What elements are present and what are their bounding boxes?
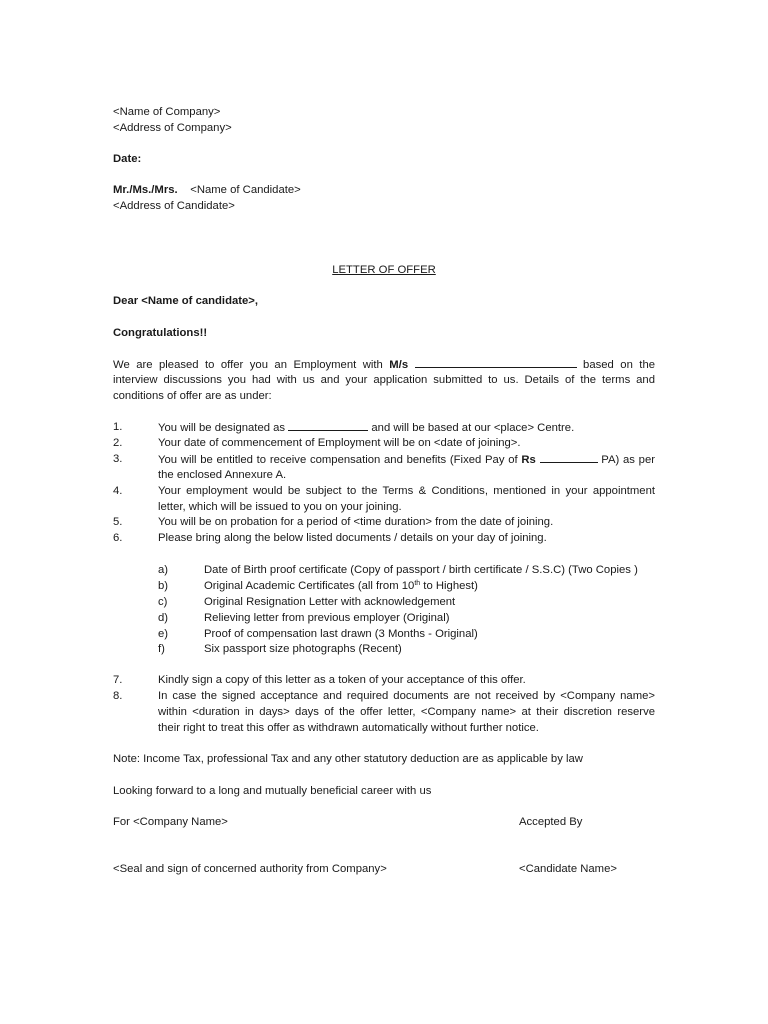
term-text-cont: their right to treat this offer as withdrawn automatically without further notice.	[158, 722, 539, 734]
intro-line-2: interview discussions you had with us and your application submitted to us. Details of the terms and	[113, 374, 655, 386]
intro-text-b: based on the	[583, 359, 656, 371]
term-text-cont: within <duration in days> days of the offer letter, <Company name> at their discretion reserve	[158, 706, 655, 718]
company-blank	[415, 358, 577, 368]
term-text: Your date of commencement of Employment will be on <date of joining>.	[158, 437, 521, 449]
term-number: 2.	[113, 437, 123, 449]
closing-line: Looking forward to a long and mutually beneficial career with us	[113, 785, 432, 797]
document-text: Relieving letter from previous employer (Original)	[204, 612, 450, 624]
document-letter: d)	[158, 612, 169, 624]
term-text: In case the signed acceptance and required documents are not received by <Company name>	[158, 690, 655, 702]
document-text: Six passport size photographs (Recent)	[204, 643, 402, 655]
term-text-cont: the enclosed Annexure A.	[158, 469, 287, 481]
term-text: Your employment would be subject to the Terms & Conditions, mentioned in your appointment	[158, 485, 655, 497]
greeting: Dear <Name of candidate>,	[113, 295, 259, 307]
date-label: Date:	[113, 153, 142, 165]
candidate-address: <Address of Candidate>	[113, 200, 235, 212]
term-number: 7.	[113, 674, 123, 686]
page-title: LETTER OF OFFER	[332, 264, 436, 276]
candidate-line	[113, 184, 301, 196]
term-number: 6.	[113, 532, 123, 544]
accepted-by: Accepted By	[519, 816, 583, 828]
congratulations: Congratulations!!	[113, 327, 208, 339]
company-name: <Name of Company>	[113, 106, 221, 118]
term-number: 1.	[113, 421, 123, 433]
term-text	[158, 453, 655, 466]
intro-text-a: We are pleased to offer you an Employment with	[113, 359, 383, 371]
term-text-a: You will be entitled to receive compensation and benefits (Fixed Pay of	[158, 454, 518, 466]
document-text: Original Resignation Letter with acknowledgement	[204, 596, 456, 608]
ms-label: M/s	[389, 359, 409, 371]
document-letter: c)	[158, 596, 168, 608]
for-company: For <Company Name>	[113, 816, 228, 828]
candidate-signature-name: <Candidate Name>	[519, 863, 617, 875]
seal-and-sign: <Seal and sign of concerned authority from Company>	[113, 863, 387, 875]
document-letter: e)	[158, 628, 169, 640]
company-address: <Address of Company>	[113, 122, 232, 134]
salutation-prefix: Mr./Ms./Mrs.	[113, 184, 178, 196]
document-letter: f)	[158, 643, 165, 655]
document-text-a: Original Academic Certificates (all from 10	[204, 580, 415, 592]
fixed-pay-blank	[540, 453, 598, 463]
term-text	[158, 421, 574, 434]
term-text: You will be on probation for a period of <time duration> from the date of joining.	[158, 516, 554, 528]
term-number: 5.	[113, 516, 123, 528]
document-letter: b)	[158, 580, 169, 592]
term-number: 4.	[113, 485, 123, 497]
superscript: th	[414, 580, 421, 587]
rs-label: Rs	[521, 454, 536, 466]
term-text-b: PA) as per	[601, 454, 656, 466]
document-text: Date of Birth proof certificate (Copy of passport / birth certificate / S.S.C) (Two Copies )	[204, 564, 638, 576]
document-text	[204, 580, 478, 592]
term-text-cont: letter, which will be issued to you on your joining.	[158, 501, 402, 513]
tax-note: Note: Income Tax, professional Tax and any other statutory deduction are as applicable by law	[113, 753, 583, 765]
term-text-a: You will be designated as	[158, 422, 286, 434]
term-text-b: and will be based at our <place> Centre.	[371, 422, 575, 434]
document-text-b: to Highest)	[420, 580, 478, 592]
intro-line-3: conditions of offer are as under:	[113, 390, 272, 402]
term-number: 8.	[113, 690, 123, 702]
term-text: Please bring along the below listed documents / details on your day of joining.	[158, 532, 547, 544]
document-text: Proof of compensation last drawn (3 Months - Original)	[204, 628, 478, 640]
term-number: 3.	[113, 453, 123, 465]
candidate-name: <Name of Candidate>	[190, 184, 301, 196]
document-letter: a)	[158, 564, 169, 576]
intro-line-1	[113, 358, 655, 371]
term-text: Kindly sign a copy of this letter as a token of your acceptance of this offer.	[158, 674, 526, 686]
designation-blank	[288, 421, 368, 431]
